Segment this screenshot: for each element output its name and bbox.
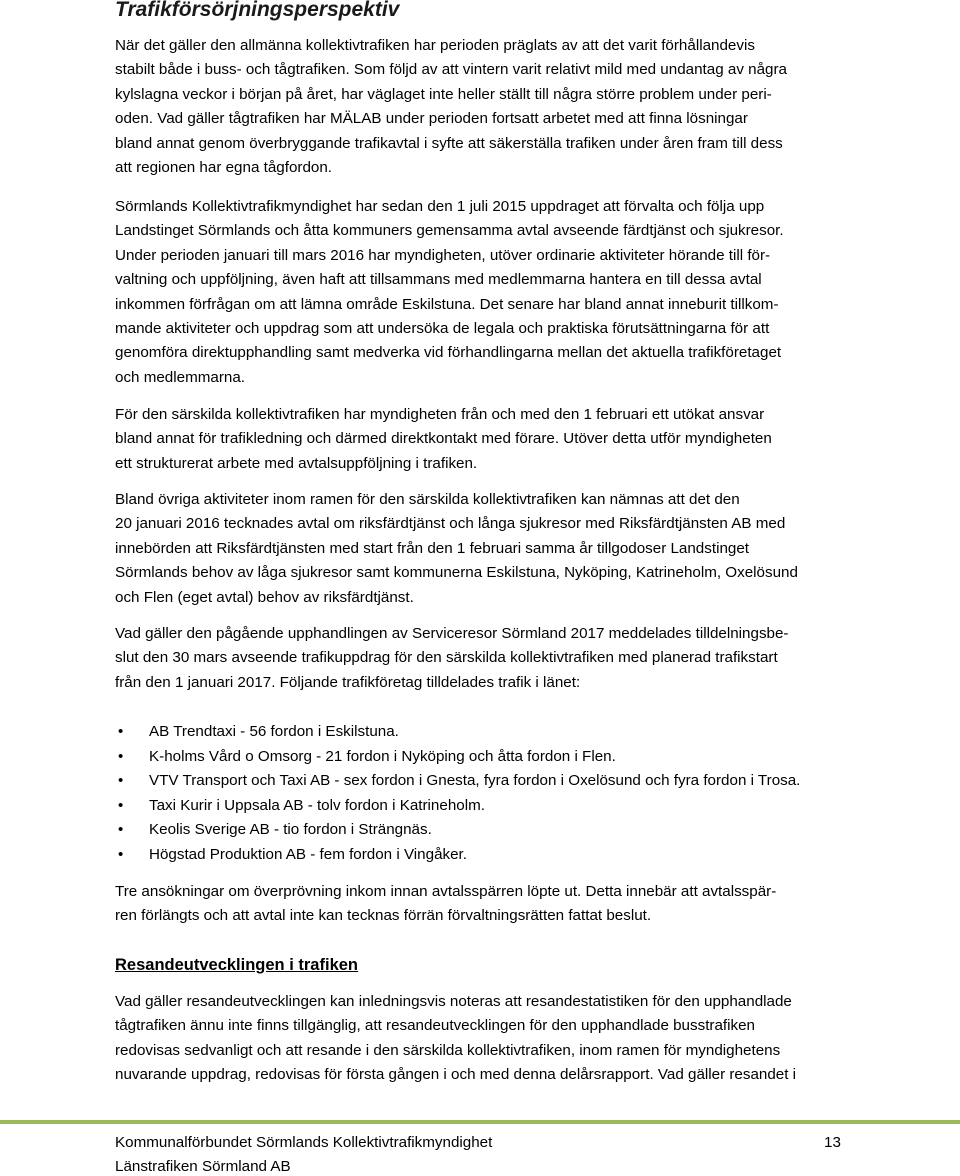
text-line: För den särskilda kollektivtrafiken har myndigheten från och med den 1 februari ett utökat ansvar (115, 406, 765, 423)
paragraph-1 (115, 34, 845, 180)
footer-organization: Kommunalförbundet Sörmlands Kollektivtrafikmyndighet (115, 1134, 493, 1151)
list-item (115, 720, 800, 745)
text-line: kylslagna veckor i början på året, har väglaget inte heller ställt till några större problem under peri- (115, 85, 772, 103)
text-line: ett strukturerat arbete med avtalsuppföljning i trafiken. (115, 454, 478, 472)
paragraph-ridership (115, 990, 845, 1088)
text-line: 20 januari 2016 tecknades avtal om riksfärdtjänst och långa sjukresor med Riksfärdtjänsten AB med (115, 515, 786, 533)
text-line: och medlemmarna. (115, 368, 245, 386)
list-item (115, 745, 800, 770)
awarded-operators-list (115, 720, 800, 867)
paragraph-3 (115, 403, 845, 476)
text-line: Under perioden januari till mars 2016 har myndigheten, utöver ordinarie aktiviteter hörande till för- (115, 246, 771, 264)
text-line: stabilt både i buss- och tågtrafiken. Som följd av att vintern varit relativt mild med undantag av några (115, 61, 787, 79)
sub-heading: Resandeutvecklingen i trafiken (115, 956, 358, 974)
text-line: genomföra direktupphandling samt medverka vid förhandlingarna mellan det aktuella trafikföretaget (115, 344, 782, 362)
list-item-text: Taxi Kurir i Uppsala AB - tolv fordon i Katrineholm. (149, 796, 485, 814)
text-line: valtning och uppföljning, även haft att tillsammans med medlemmarna hantera en till dessa avtal (115, 271, 762, 289)
text-line: Landstinget Sörmlands och åtta kommuners gemensamma avtal avseende färdtjänst och sjukresor. (115, 222, 784, 240)
list-item-text: VTV Transport och Taxi AB - sex fordon i Gnesta, fyra fordon i Oxelösund och fyra fordon i Trosa. (149, 772, 801, 789)
paragraph-2 (115, 195, 845, 390)
bullet-icon: • (118, 747, 124, 765)
paragraph-after-list (115, 880, 845, 929)
list-item (115, 794, 800, 819)
list-item-text: K-holms Vård o Omsorg - 21 fordon i Nyköping och åtta fordon i Flen. (149, 747, 616, 765)
list-item-text: Keolis Sverige AB - tio fordon i Strängnäs. (149, 821, 432, 838)
text-line: Tre ansökningar om överprövning inkom innan avtalsspärren löpte ut. Detta innebär att avtalsspär- (115, 883, 777, 900)
list-item (115, 818, 800, 843)
text-line: Vad gäller resandeutvecklingen kan inledningsvis noteras att resandestatistiken för den upphandlade (115, 993, 792, 1010)
list-item-text: Högstad Produktion AB - fem fordon i Vingåker. (149, 845, 467, 863)
bullet-icon: • (118, 845, 124, 863)
section-title: Trafikförsörjningsperspektiv (115, 0, 400, 21)
bullet-icon: • (118, 821, 124, 838)
text-line: inkommen förfrågan om att lämna område Eskilstuna. Det senare har bland annat inneburit tillkom- (115, 295, 779, 313)
paragraph-5 (115, 622, 845, 695)
text-line: Sörmlands behov av låga sjukresor samt kommunerna Eskilstuna, Nyköping, Katrineholm, Oxelösund (115, 564, 798, 582)
text-line: När det gäller den allmänna kollektivtrafiken har perioden präglats av att det varit förhållandevis (115, 37, 755, 54)
list-item (115, 843, 800, 868)
list-item-text: AB Trendtaxi - 56 fordon i Eskilstuna. (149, 723, 399, 740)
text-line: Sörmlands Kollektivtrafikmyndighet har sedan den 1 juli 2015 uppdraget att förvalta och följa upp (115, 198, 765, 215)
page-number: 13 (824, 1134, 841, 1151)
text-line: bland annat för trafikledning och därmed direktkontakt med förare. Utöver detta utför myndigheten (115, 430, 772, 448)
text-line: tågtrafiken ännu inte finns tillgänglig, att resandeutvecklingen för den upphandlade busstrafiken (115, 1017, 755, 1035)
footer-divider (0, 1120, 960, 1124)
bullet-icon: • (118, 772, 124, 789)
footer-sub-organization: Länstrafiken Sörmland AB (115, 1158, 291, 1175)
text-line: Bland övriga aktiviteter inom ramen för den särskilda kollektivtrafiken kan nämnas att det den (115, 491, 740, 508)
text-line: och Flen (eget avtal) behov av riksfärdtjänst. (115, 588, 414, 606)
text-line: Vad gäller den pågående upphandlingen av Serviceresor Sörmland 2017 meddelades tilldelningsbe- (115, 625, 789, 642)
text-line: mande aktiviteter och uppdrag som att undersöka de legala och praktiska förutsättningarna för att (115, 320, 770, 338)
text-line: slut den 30 mars avseende trafikuppdrag för den särskilda kollektivtrafiken med planerad trafikstart (115, 649, 778, 667)
text-line: bland annat genom överbryggande trafikavtal i syfte att säkerställa trafiken under åren fram till dess (115, 134, 783, 152)
text-line: oden. Vad gäller tågtrafiken har MÄLAB under perioden fortsatt arbetet med att finna lösningar (115, 110, 748, 128)
bullet-icon: • (118, 796, 124, 814)
text-line: från den 1 januari 2017. Följande trafikföretag tilldelades trafik i länet: (115, 673, 581, 691)
paragraph-4 (115, 488, 845, 610)
text-line: att regionen har egna tågfordon. (115, 159, 333, 177)
text-line: ren förlängts och att avtal inte kan tecknas förrän förvaltningsrätten fattat beslut. (115, 907, 652, 925)
bullet-icon: • (118, 723, 124, 740)
list-item (115, 769, 800, 794)
text-line: nuvarande uppdrag, redovisas för första gången i och med denna delårsrapport. Vad gäller resandet i (115, 1066, 797, 1084)
text-line: redovisas sedvanligt och att resande i den särskilda kollektivtrafiken, inom ramen för myndighetens (115, 1041, 781, 1059)
text-line: innebörden att Riksfärdtjänsten med start från den 1 februari samma år tillgodoser Landstinget (115, 539, 750, 557)
